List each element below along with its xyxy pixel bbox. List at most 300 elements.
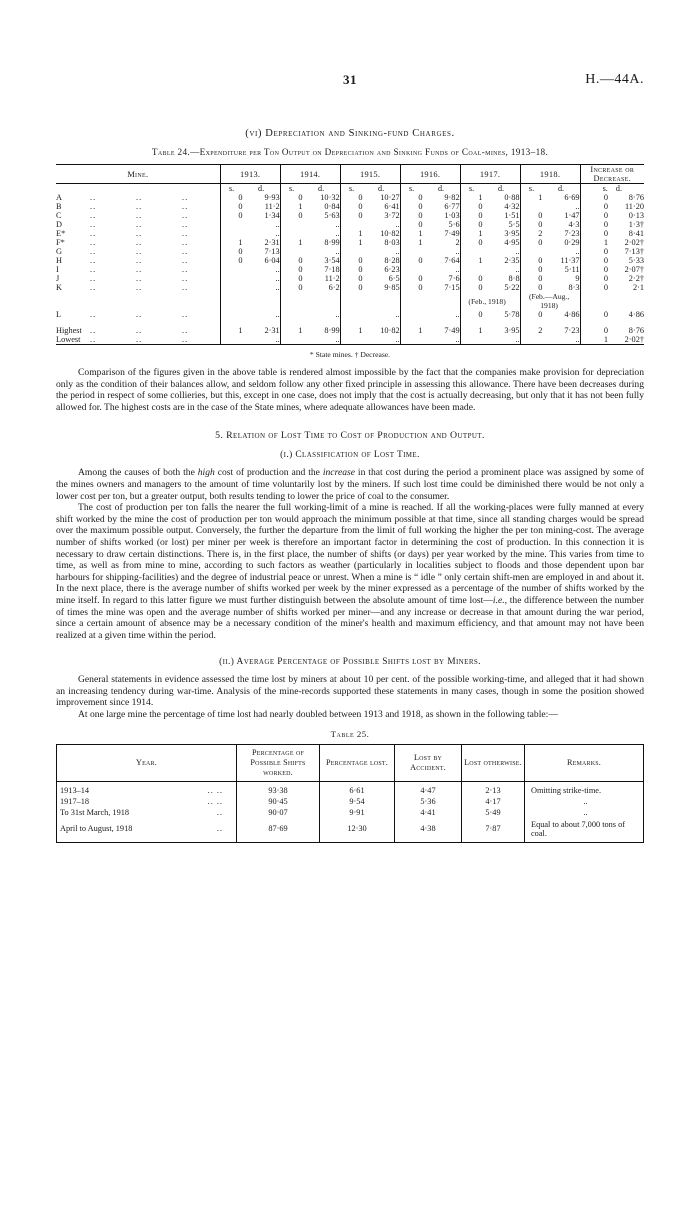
- t25-year: 1917–18 .. ..: [57, 796, 237, 807]
- table24-c1913-pence: ..: [275, 310, 280, 319]
- table24-c1915-shillings: 0: [340, 256, 362, 265]
- table24-c1916-pence: ..: [422, 335, 460, 345]
- table24-row: [56, 256, 644, 265]
- table24-c1913-shillings: 0: [220, 202, 242, 211]
- table24-c1916-shillings: 1: [400, 229, 422, 238]
- table24-c1913-pence: ..: [243, 335, 281, 345]
- table24-c1917-pence: 5·5: [508, 220, 520, 229]
- table24-c1917-shillings: [460, 335, 482, 345]
- table24-c1913-pence: ..: [275, 220, 280, 229]
- table24-c1913-pence: 1·34: [264, 211, 280, 220]
- table24-c1918-shillings: 0: [520, 265, 542, 274]
- p3-part-b: , the difference between the number of times the mine was open and the average number of shifts worked per miner—and any increase or decrease in that amount during the war period, since a certain amount of absence may be a necessary condition of the miner's health and maximum efficiency, and that amount may not have been realized at a given time within the period.: [56, 594, 644, 641]
- note-blank-1915: [340, 292, 400, 310]
- table24-c1917-shillings: 1: [460, 193, 482, 202]
- t25-pct-lost: 12·30: [320, 819, 395, 842]
- page-header: [56, 72, 644, 112]
- table24-c1915-pence: 6·23: [384, 265, 400, 274]
- table24-row-L: [56, 310, 644, 319]
- sp1: [220, 319, 280, 326]
- table24-c1915-shillings: [340, 247, 362, 256]
- sd-d-1917: d.: [497, 184, 505, 193]
- table24-c1915-pence: 3·72: [384, 211, 400, 220]
- table24-row: [56, 274, 644, 283]
- table24-c1918-shillings: 0: [520, 220, 542, 229]
- table24-footnotes: * State mines. † Decrease.: [309, 350, 391, 359]
- page-number: 31: [343, 72, 357, 87]
- table24-increase-decrease: 1 2·02†: [580, 335, 644, 345]
- table24-c1914-pence: ..: [335, 229, 340, 238]
- table24-c1914-shillings: 0: [280, 256, 302, 265]
- table24-c1913-shillings: [220, 283, 242, 292]
- table24-mine-label: Lowest .. .. ..: [56, 335, 220, 345]
- table24-note-row: [56, 292, 644, 310]
- table24-increase-decrease: 0 8·41: [580, 229, 644, 238]
- table24-c1916-shillings: 0: [400, 274, 422, 283]
- table24-c1915-shillings: 0: [340, 265, 362, 274]
- table24-c1915-pence: 9·85: [384, 283, 400, 292]
- table24-c1913-shillings: [220, 220, 242, 229]
- table24-c1918-pence: 7·23: [564, 229, 580, 238]
- table24-c1917-shillings: 0: [460, 310, 482, 319]
- table24-c1917-shillings: [460, 265, 482, 274]
- paragraph-3: [56, 502, 644, 641]
- table24-c1916-pence: 9·82: [444, 193, 460, 202]
- table24-c1915-shillings: 0: [340, 202, 362, 211]
- table24-c1918-shillings: [520, 335, 542, 345]
- table24-c1914-pence: 8·99: [324, 238, 340, 247]
- table24-c1918-pence: 11·37: [560, 256, 580, 265]
- t25-pct-worked: 93·38: [237, 781, 320, 796]
- table24-row: [56, 211, 644, 220]
- table24-c1914-pence: 8·99: [324, 326, 340, 335]
- th-1915: 1915.: [340, 165, 400, 184]
- table24-c1914-shillings: 0: [280, 283, 302, 292]
- sd-s-1918: s.: [520, 184, 542, 194]
- table24-row: [56, 247, 644, 256]
- t25-lost-otherwise: 7·87: [462, 819, 525, 842]
- table24-c1915-pence: ..: [395, 310, 400, 319]
- table24-c1917-pence: 4·95: [504, 238, 520, 247]
- sd-inc-d: d.: [615, 184, 622, 193]
- table24-c1918-shillings: 0: [520, 283, 542, 292]
- table25-header-row: [57, 744, 644, 781]
- table24-c1917-pence: 4·32: [504, 202, 520, 211]
- table24-c1918-pence: 7·23: [564, 326, 580, 335]
- table24-c1916-shillings: [400, 265, 422, 274]
- note-1917: (Feb., 1918): [460, 292, 520, 310]
- p2-part-b: cost of production and the: [214, 467, 323, 479]
- table24-c1918-shillings: [520, 247, 542, 256]
- table24-c1914-shillings: 1: [280, 202, 302, 211]
- sp3: [340, 319, 400, 326]
- table24-c1918-shillings: 0: [520, 274, 542, 283]
- table24-c1918-pence: 5·11: [564, 265, 580, 274]
- table24-c1914-pence: ..: [335, 220, 340, 229]
- table24-c1915-shillings: 0: [340, 193, 362, 202]
- paragraph-1: Comparison of the figures given in the above table is rendered almost impossible by the fact that the companies make provision for depreciation only as the condition of their balances allow, and seldom follow any other fixed principle in assessing this allowance. There have been decreases during the period in respect of some collieries, but this, except in one case, does not imply that the cost is actually decreasing, but only that it has not been fully allowed for. The highest costs are in the case of the State mines, where adequate allowances have been made.: [56, 367, 644, 413]
- table24-c1918-pence: 8·3: [568, 283, 580, 292]
- document-page: [0, 72, 700, 1221]
- table24-c1913-pence: 9·93: [264, 193, 280, 202]
- table24-c1913-shillings: 0: [220, 211, 242, 220]
- table24-increase-decrease: 0 1·3†: [580, 220, 644, 229]
- th25-lost-otherwise: Lost otherwise.: [462, 744, 525, 781]
- p2-italic-increase: increase: [322, 467, 355, 479]
- table24-c1917-shillings: 0: [460, 211, 482, 220]
- table24-c1915-shillings: 1: [340, 326, 362, 335]
- table24-c1915-pence: ..: [395, 247, 400, 256]
- table24-c1917-shillings: 1: [460, 256, 482, 265]
- table24-c1915-pence: 6·5: [388, 274, 400, 283]
- table24-c1915-pence: 10·27: [380, 193, 400, 202]
- table24-c1916-shillings: 0: [400, 211, 422, 220]
- table24-c1913-pence: 11·2: [264, 202, 280, 211]
- t25-lost-otherwise: 2·13: [462, 781, 525, 796]
- table24-c1914-shillings: [280, 229, 302, 238]
- table24-c1917-pence: 8·8: [508, 274, 520, 283]
- table24-c1918-shillings: [520, 202, 542, 211]
- table24-c1918-pence: 4·3: [568, 220, 580, 229]
- table24-c1915-pence: ..: [395, 220, 400, 229]
- table24-mine-label: Highest .. .. ..: [56, 326, 189, 335]
- table-24: [56, 164, 644, 345]
- t25-pct-worked: 87·69: [237, 819, 320, 842]
- table24-c1914-shillings: 0: [280, 193, 302, 202]
- table24-c1917-pence: 2·35: [504, 256, 520, 265]
- table24-mine-label: F* .. .. ..: [56, 238, 189, 247]
- table24-increase-decrease: 0 0·13: [580, 211, 644, 220]
- table24-c1918-shillings: 2: [520, 229, 542, 238]
- table24-c1913-shillings: 1: [220, 326, 242, 335]
- th-1913: 1913.: [220, 165, 280, 184]
- t25-pct-lost: 9·54: [320, 796, 395, 807]
- table24-c1915-pence: 10·82: [380, 229, 400, 238]
- t25-lost-accident: 5·36: [395, 796, 462, 807]
- table24-increase-decrease: 0 7·13†: [580, 247, 644, 256]
- table24-c1918-pence: 0·29: [564, 238, 580, 247]
- table24-c1914-pence: 6·2: [328, 283, 340, 292]
- table24-increase-decrease: 1 2·02†: [580, 238, 644, 247]
- table24-c1917-shillings: [460, 247, 482, 256]
- table24-mine-label: K .. .. ..: [56, 283, 189, 292]
- table24-c1916-shillings: 1: [400, 326, 422, 335]
- table24-c1913-shillings: 0: [220, 193, 242, 202]
- t25-remarks: ..: [525, 796, 644, 807]
- th-1918: 1918.: [520, 165, 580, 184]
- table24-sd-row: [56, 184, 644, 194]
- table24-c1917-shillings: 1: [460, 229, 482, 238]
- table24-mine-label: D .. .. ..: [56, 220, 189, 229]
- p2-part-c: in that cost during the period a prominent place was assigned by some of the mines owners and managers to the amount of time voluntarily lost by the miners. If such lost time could be diminished there would be not only a lower cost per ton, but a greater output, both results tending to lower the price of coal to the consumer.: [56, 467, 644, 502]
- heading-section-5: 5. Relation of Lost Time to Cost of Production and Output.: [215, 430, 485, 442]
- table24-row: [56, 220, 644, 229]
- sd-d-1918: d.: [557, 184, 565, 193]
- t25-remarks: Omitting strike-time.: [525, 781, 644, 796]
- table24-c1918-pence: ..: [542, 335, 580, 345]
- note-blank-1913: [220, 292, 280, 310]
- t25-lost-accident: 4·41: [395, 807, 462, 818]
- table24-c1914-shillings: 1: [280, 238, 302, 247]
- th25-lost-accident: Lost by Accident.: [395, 744, 462, 781]
- table24-c1913-pence: 2·31: [264, 326, 280, 335]
- table24-c1914-pence: 3·54: [324, 256, 340, 265]
- table25-row: [57, 781, 644, 796]
- table24-c1917-pence: 5·78: [504, 310, 520, 319]
- table24-c1913-pence: ..: [275, 283, 280, 292]
- table24-c1913-pence: ..: [275, 229, 280, 238]
- table24-c1913-shillings: 1: [220, 238, 242, 247]
- table24-c1918-pence: ..: [575, 247, 580, 256]
- table24-c1913-shillings: [220, 335, 242, 345]
- table24-c1914-pence: 11·2: [324, 274, 340, 283]
- table24-c1915-pence: 8·03: [384, 238, 400, 247]
- table24-c1915-shillings: 1: [340, 238, 362, 247]
- th-mine: Mine.: [56, 165, 220, 184]
- t25-remarks: ..: [525, 807, 644, 818]
- table24-c1916-shillings: 0: [400, 193, 422, 202]
- note-blank: [56, 292, 220, 310]
- table24-increase-decrease: 0 11·20: [580, 202, 644, 211]
- table24-c1917-shillings: 0: [460, 274, 482, 283]
- heading-section-5-i: (i.) Classification of Lost Time.: [280, 450, 420, 461]
- table24-mine-label: C .. .. ..: [56, 211, 189, 220]
- table24-c1915-shillings: [340, 220, 362, 229]
- table24-c1916-shillings: [400, 310, 422, 319]
- table24-c1916-shillings: 0: [400, 283, 422, 292]
- sp7: [580, 319, 644, 326]
- table24-c1918-pence: 9: [575, 274, 580, 283]
- t25-lost-otherwise: 5·49: [462, 807, 525, 818]
- th25-pct-worked: Percentage of Possible Shifts worked.: [237, 744, 320, 781]
- sd-s-1917: s.: [460, 184, 482, 194]
- table24-row: [56, 229, 644, 238]
- table24-c1914-shillings: [280, 310, 302, 319]
- table25-row: [57, 819, 644, 842]
- table25-row: [57, 796, 644, 807]
- table24-c1914-shillings: 0: [280, 274, 302, 283]
- sd-s-1913: s.: [220, 184, 242, 194]
- sd-d-1915: d.: [378, 184, 385, 193]
- table24-c1916-pence: 7·6: [448, 274, 460, 283]
- table24-c1917-pence: 5·22: [504, 283, 520, 292]
- table24-c1918-pence: 1·47: [564, 211, 580, 220]
- t25-lost-accident: 4·47: [395, 781, 462, 796]
- table24-c1913-pence: ..: [275, 274, 280, 283]
- table25-row: [57, 807, 644, 818]
- table24-c1918-shillings: 0: [520, 211, 542, 220]
- table24-c1916-pence: ..: [455, 247, 460, 256]
- t25-remarks: Equal to about 7,000 tons of coal.: [525, 819, 644, 842]
- table24-mine-label: G .. .. ..: [56, 247, 189, 256]
- t25-pct-lost: 9·91: [320, 807, 395, 818]
- table24-c1914-shillings: [280, 247, 302, 256]
- sp6: [520, 319, 580, 326]
- th-1917: 1917.: [460, 165, 520, 184]
- table24-c1918-shillings: 2: [520, 326, 542, 335]
- table24-c1913-pence: ..: [275, 265, 280, 274]
- sd-d-1913: d.: [258, 184, 265, 193]
- sp4: [400, 319, 460, 326]
- sd-s-1914: s.: [280, 184, 302, 194]
- table-25-wrapper: [56, 744, 644, 843]
- table24-c1917-pence: 3·95: [504, 229, 520, 238]
- table24-c1918-shillings: 0: [520, 310, 542, 319]
- table24-c1916-shillings: 1: [400, 238, 422, 247]
- p2-italic-high: high: [197, 467, 215, 479]
- sd-blank: [56, 184, 220, 194]
- table24-c1913-shillings: [220, 310, 242, 319]
- table24-c1915-pence: 6·41: [384, 202, 400, 211]
- th25-remarks: Remarks.: [525, 744, 644, 781]
- table24-c1917-shillings: 0: [460, 238, 482, 247]
- table24-row: [56, 193, 644, 202]
- paragraph-4: General statements in evidence assessed the time lost by miners at about 10 per cent. of the possible working-time, and alleged that it had shown an increasing tendency during war-time. Analysis of the mine-records supported these statements in many cases, though in some the position showed improvement since 1914.: [56, 674, 644, 709]
- table24-c1918-pence: 4·86: [564, 310, 580, 319]
- table24-spacer: [56, 319, 644, 326]
- table24-c1916-shillings: [400, 335, 422, 345]
- table24-row-highest: [56, 326, 644, 335]
- t25-pct-lost: 6·61: [320, 781, 395, 796]
- table24-c1915-shillings: 0: [340, 283, 362, 292]
- sd-d-1916: d.: [438, 184, 445, 193]
- table24-c1914-shillings: 0: [280, 265, 302, 274]
- sd-d-1914: d.: [318, 184, 325, 193]
- table24-c1917-shillings: 1: [460, 326, 482, 335]
- table24-c1915-shillings: [340, 335, 362, 345]
- t25-pct-worked: 90·45: [237, 796, 320, 807]
- table24-row: [56, 265, 644, 274]
- table24-c1915-pence: ..: [363, 335, 401, 345]
- table24-c1916-shillings: 0: [400, 202, 422, 211]
- table24-mine-label: L .. .. ..: [56, 310, 189, 319]
- table24-c1913-pence: 2·31: [264, 238, 280, 247]
- table24-c1916-pence: 7·49: [444, 229, 460, 238]
- section-heading: (vi) Depreciation and Sinking-fund Charges.: [245, 128, 455, 139]
- p3-part-a: The cost of production per ton falls the nearer the full working-limit of a mine is reached. If all the working-places were fully manned at every shift worked by the mine the cost of production per ton would approach the minimum possible at that time, since all standing charges would be spread over the maximum possible output. Conversely, the further the departure from the limit of full working the higher the per ton mining-cost. The average number of shifts worked (or lost) per miner per week is therefore an important factor in determining the cost of production. In this connection it is necessary to draw certain distinctions. There is, in the first place, the number of shifts (or days) per year worked by the mine. This varies from time to time, as well as from mine to mine, according to such factors as weather (particularly in localities subject to floods and those dependent upon bar harbours for shipping-facilities) and the degree of industrial peace or unrest. When a mine is “ idle ” only certain shift-men are employed in and about it. In the next place, there is the average number of shifts worked per week by the miner expressed as a percentage of the number of shifts worked by the mine itself. In regard to this latter figure we must further distinguish between the absolute amount of time lost—: [56, 502, 644, 606]
- table24-caption: Table 24.—Expenditure per Ton Output on Depreciation and Sinking Funds of Coal-mines, 1913–18.: [151, 147, 549, 157]
- th25-pct-lost: Percentage lost.: [320, 744, 395, 781]
- th-1914: 1914.: [280, 165, 340, 184]
- table24-c1918-shillings: 1: [520, 193, 542, 202]
- table24-c1914-pence: ..: [303, 335, 341, 345]
- table24-c1916-pence: ..: [455, 265, 460, 274]
- note-1918: (Feb.—Aug., 1918): [520, 292, 580, 310]
- table24-c1913-shillings: 0: [220, 256, 242, 265]
- table24-c1915-shillings: 0: [340, 211, 362, 220]
- table24-c1914-shillings: 1: [280, 326, 302, 335]
- t25-lost-otherwise: 4·17: [462, 796, 525, 807]
- table24-c1917-pence: ..: [515, 247, 520, 256]
- th25-year: Year.: [57, 744, 237, 781]
- table24-c1916-shillings: [400, 247, 422, 256]
- table24-c1914-pence: ..: [335, 247, 340, 256]
- table24-c1917-pence: 1·51: [504, 211, 520, 220]
- table24-mine-label: H .. .. ..: [56, 256, 189, 265]
- table24-c1918-shillings: 0: [520, 238, 542, 247]
- p2-part-a: Among the causes of both the: [78, 467, 198, 479]
- table24-c1914-pence: ..: [335, 310, 340, 319]
- t25-year: April to August, 1918 ..: [57, 819, 237, 842]
- table24-increase-decrease: 0 2·2†: [580, 274, 644, 283]
- table24-c1916-pence: 7·64: [444, 256, 460, 265]
- table24-increase-decrease: 0 8·76: [580, 193, 644, 202]
- table24-c1913-pence: 7·13: [264, 247, 280, 256]
- table24-mine-label: A .. .. ..: [56, 193, 189, 202]
- table24-increase-decrease: 0 4·86: [580, 310, 644, 319]
- table24-c1914-shillings: [280, 335, 302, 345]
- table24-mine-label: I .. .. ..: [56, 265, 189, 274]
- table24-c1916-pence: 6·77: [444, 202, 460, 211]
- note-blank-1914: [280, 292, 340, 310]
- t25-lost-accident: 4·38: [395, 819, 462, 842]
- document-code: H.—44A.: [585, 72, 644, 87]
- table24-row: [56, 202, 644, 211]
- table24-increase-decrease: 0 8·76: [580, 326, 644, 335]
- table24-c1915-pence: 8·28: [384, 256, 400, 265]
- th-increase-decrease: Increase or Decrease.: [580, 165, 644, 184]
- table24-c1918-pence: 6·69: [564, 193, 580, 202]
- table24-mine-label: E* .. .. ..: [56, 229, 189, 238]
- table24-c1914-pence: 0·84: [324, 202, 340, 211]
- sp5: [460, 319, 520, 326]
- table24-c1914-pence: 5·63: [324, 211, 340, 220]
- sd-s-1915: s.: [340, 184, 362, 194]
- table24-c1913-pence: 6·04: [264, 256, 280, 265]
- table24-increase-decrease: 0 2·1: [580, 283, 644, 292]
- sp2: [280, 319, 340, 326]
- t25-year: To 31st March, 1918 ..: [57, 807, 237, 818]
- table24-c1913-shillings: 0: [220, 247, 242, 256]
- table24-c1917-pence: ..: [482, 335, 520, 345]
- table24-c1918-pence: ..: [575, 202, 580, 211]
- spacer-cell: [56, 319, 220, 326]
- table24-c1917-pence: 0·88: [504, 193, 520, 202]
- table24-mine-label: B .. .. ..: [56, 202, 189, 211]
- t25-pct-worked: 90·07: [237, 807, 320, 818]
- table24-header-row: [56, 165, 644, 184]
- table24-c1916-pence: 2: [455, 238, 460, 247]
- table24-row: [56, 283, 644, 292]
- table24-c1915-shillings: 0: [340, 274, 362, 283]
- sd-inc-s: s.: [602, 184, 608, 193]
- table24-row-lowest: [56, 335, 644, 345]
- table24-increase-decrease: 0 2·07†: [580, 265, 644, 274]
- table24-c1915-shillings: 1: [340, 229, 362, 238]
- table-25: [56, 744, 644, 842]
- table24-c1918-shillings: 0: [520, 256, 542, 265]
- table24-c1917-shillings: 0: [460, 283, 482, 292]
- table24-c1913-shillings: [220, 265, 242, 274]
- table25-caption: Table 25.: [330, 728, 370, 739]
- table24-c1914-shillings: [280, 220, 302, 229]
- table24-c1915-pence: 10·82: [380, 326, 400, 335]
- p3-italic-ie: i.e.: [492, 594, 505, 606]
- table24-increase-decrease: 0 5·33: [580, 256, 644, 265]
- note-blank-inc: [580, 292, 644, 310]
- table24-c1913-shillings: [220, 274, 242, 283]
- table24-c1916-pence: 5·6: [448, 220, 460, 229]
- paragraph-5: At one large mine the percentage of time lost had nearly doubled between 1913 and 1918, as shown in the following table:—: [78, 709, 558, 721]
- table24-c1917-pence: ..: [515, 265, 520, 274]
- table24-c1915-shillings: [340, 310, 362, 319]
- note-blank-1916: [400, 292, 460, 310]
- table24-row: [56, 238, 644, 247]
- table24-c1914-pence: 7·18: [324, 265, 340, 274]
- sd-s-1916: s.: [400, 184, 422, 194]
- table24-c1914-shillings: 0: [280, 211, 302, 220]
- table24-c1916-pence: 7·49: [444, 326, 460, 335]
